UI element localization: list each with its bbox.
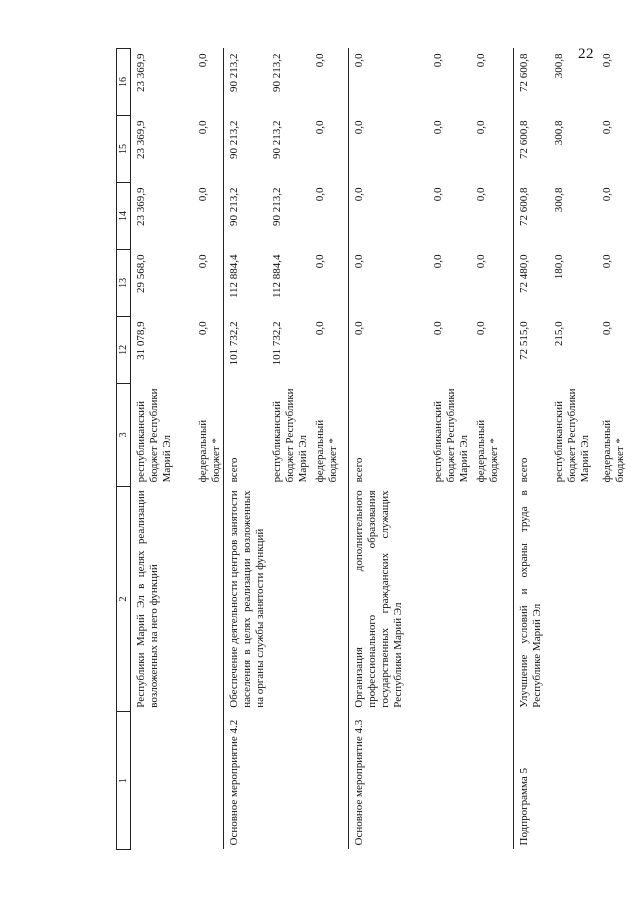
funding-source: республиканский бюджет Республики Марий Эл [432,388,470,483]
activity-label [597,712,639,850]
amount-cell: 72 600,8 [513,116,549,183]
activity-label [310,712,348,850]
amount-cell: 90 213,2 [223,49,267,116]
column-header: 14 [117,182,131,249]
activity-description [597,486,639,711]
amount-cell: 72 600,8 [513,182,549,249]
activity-label [428,712,471,850]
amount-cell: 0,0 [475,187,487,202]
amount-cell: 0,0 [432,53,444,68]
header-row [117,49,131,850]
amount-cell: 0,0 [475,321,487,336]
activity-label: Основное мероприятие 4.2 [223,712,267,850]
amount-cell: 180,0 [553,254,565,280]
amount-cell: 0,0 [432,120,444,135]
activity-label [549,712,597,850]
table-row [549,49,597,850]
amount-cell: 300,8 [553,120,565,146]
activity-description: Организация дополнительного профессионального образования государственных гражданских служащих Республики Марий Эл [348,486,428,711]
column-header: 3 [117,383,131,486]
amount-cell: 0,0 [348,316,428,383]
table-body [131,49,639,850]
funding-source: всего [513,383,549,486]
table-row [597,49,639,850]
amount-cell: 0,0 [601,187,613,202]
amount-cell: 0,0 [196,254,209,269]
funding-source: федеральный бюджет * [475,419,500,483]
amount-cell: 23 369,9 [135,187,147,226]
amount-cell: 0,0 [348,182,428,249]
activity-description [549,486,597,711]
funding-source: федеральный бюджет * [314,419,339,483]
amount-cell: 0,0 [432,254,444,269]
amount-cell: 90 213,2 [271,187,283,226]
activity-label [131,712,193,850]
column-header: 15 [117,116,131,183]
amount-cell: 0,0 [196,321,209,336]
funding-source: федеральный бюджет * [196,419,222,483]
activity-description [428,486,471,711]
amount-cell: 0,0 [314,53,326,68]
amount-cell: 90 213,2 [271,120,283,160]
table-row [513,49,549,850]
funding-source: всего [223,383,267,486]
amount-cell: 72 480,0 [513,249,549,316]
amount-cell: 0,0 [348,49,428,116]
amount-cell: 0,0 [601,120,613,135]
amount-cell: 0,0 [314,187,326,202]
activity-label: Основное мероприятие 4.3 [348,712,428,850]
amount-cell: 112 884,4 [223,249,267,316]
activity-label: Подпрограмма 5 [513,712,549,850]
amount-cell: 0,0 [196,120,209,135]
amount-cell: 0,0 [348,249,428,316]
funding-source: федеральный бюджет * [601,419,626,483]
amount-cell: 112 884,4 [271,254,283,299]
activity-label [267,712,310,850]
activity-label [193,712,224,850]
page-number: 22 [578,46,594,62]
activity-description: Республики Марий Эл в целях реализации возложенных на него функций [135,490,160,708]
table-row [267,49,310,850]
amount-cell: 23 369,9 [135,53,147,92]
amount-cell: 0,0 [475,254,487,269]
amount-cell: 300,8 [553,53,565,79]
amount-cell: 0,0 [432,321,444,336]
funding-source: республиканский бюджет Республики Марий Эл [135,388,173,483]
budget-table [116,48,639,850]
amount-cell: 0,0 [601,254,613,269]
amount-cell: 215,0 [553,321,565,347]
table-row [428,49,471,850]
column-header: 12 [117,316,131,383]
column-header: 16 [117,49,131,116]
table-row [193,49,224,850]
table-row [471,49,513,850]
amount-cell: 90 213,2 [223,116,267,183]
amount-cell: 0,0 [314,120,326,135]
table-row [310,49,348,850]
amount-cell: 23 369,9 [135,120,147,160]
column-header: 2 [117,486,131,711]
amount-cell: 90 213,2 [223,182,267,249]
activity-description: Улучшение условий и охраны труда в Республике Марий Эл [513,486,549,711]
amount-cell: 0,0 [475,53,487,68]
column-header: 1 [117,712,131,850]
amount-cell: 0,0 [601,53,613,68]
amount-cell: 0,0 [196,187,209,202]
activity-description [193,486,224,711]
column-header: 13 [117,249,131,316]
funding-source: всего [348,383,428,486]
amount-cell: 72 600,8 [513,49,549,116]
amount-cell: 0,0 [196,53,209,68]
activity-label [471,712,513,850]
amount-cell: 101 732,2 [223,316,267,383]
activity-description [471,486,513,711]
amount-cell: 0,0 [601,321,613,336]
amount-cell: 300,8 [553,187,565,213]
activity-description [310,486,348,711]
activity-description [267,486,310,711]
table-row [223,49,267,850]
amount-cell: 101 732,2 [271,321,283,366]
funding-source: республиканский бюджет Республики Марий Эл [553,388,591,483]
amount-cell: 0,0 [314,254,326,269]
table-row [348,49,428,850]
amount-cell: 31 078,9 [135,321,147,360]
amount-cell: 72 515,0 [513,316,549,383]
funding-source: республиканский бюджет Республики Марий Эл [271,388,309,483]
amount-cell: 29 568,0 [135,254,147,293]
amount-cell: 0,0 [432,187,444,202]
table-row [131,49,193,850]
activity-description: Обеспечение деятельности центров занятости населения в целях реализации возложенных на органы службы занятости функций [223,486,267,711]
rotated-table-wrapper [116,48,626,850]
amount-cell: 90 213,2 [271,53,283,92]
amount-cell: 0,0 [314,321,326,336]
amount-cell: 0,0 [348,116,428,183]
amount-cell: 0,0 [475,120,487,135]
